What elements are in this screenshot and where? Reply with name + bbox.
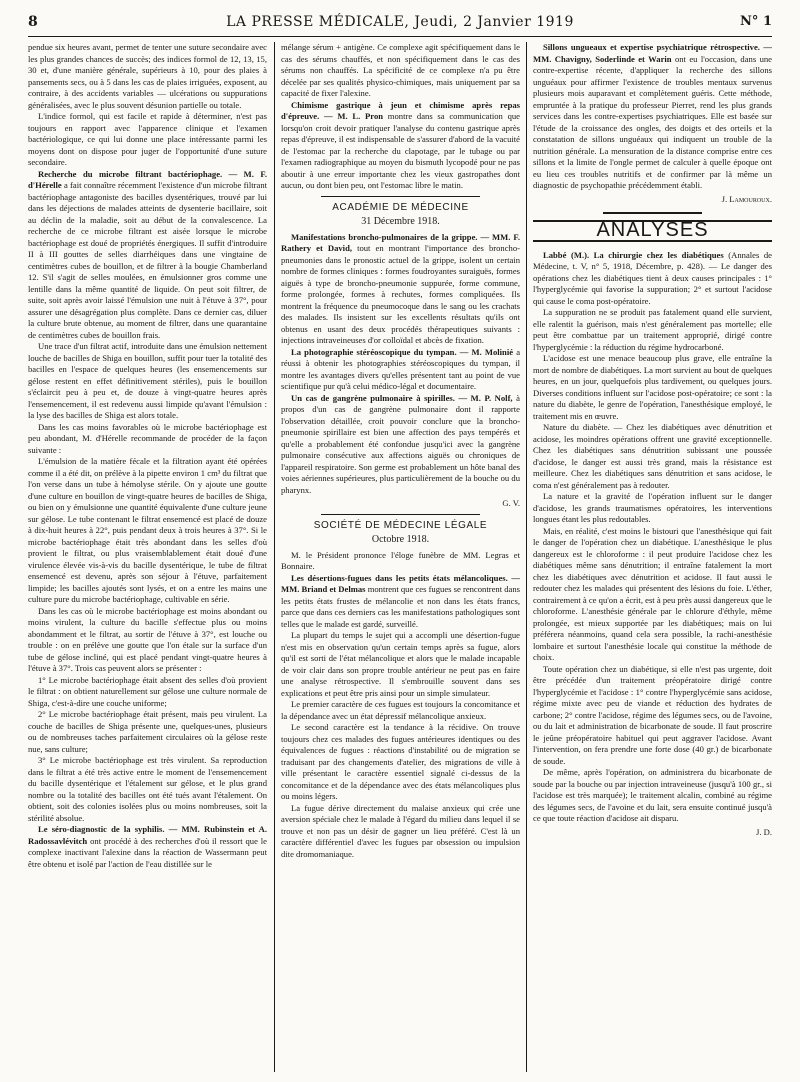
article-heading: Labbé (M.). La chirurgie chez les diabétiques [543,249,724,260]
paragraph: L'indice formol, qui est facile et rapide à déterminer, n'est pas toujours en rapport avec l'apparence clinique et l'examen bactériologique, ce qui lui donne une place intéressante parmi les moyens dont on dispose pour juger de l'opportunité d'une suture secondaire. [28,111,267,167]
paragraph: Une trace d'un filtrat actif, introduite dans une émulsion nettement louche de bacilles de Shiga en bouillon, suffit pour tuer la totalité des bacilles en l'espace de quelques heures (les ensemencements sur gélose restent en effet définitivement stériles), puis le bouillon s'éclaircit peu à peu et, de douze à vingt-quatre heures après l'ensemencement, il est redevenu aussi limpide qu'avant l'émulsion : la lyse des bacilles de Shiga est alors totale. [28,341,267,420]
article-text: a fait connaître récemment l'existence d'un microbe filtrant bactériophage antagoniste des bacilles dysentériques, trouvé par lui dans les déjections de malades atteints de dysenterie bacillaire, soit au déclin de la maladie, soit au début de la convalescence. La recherche de ce microbe filtrant est aisée lorsque le microbe bactériophage est doué de propriétés énergiques. Il suffit d'introduire II à III gouttes de selles diarrhéiques dans une vingtaine de centimètres cubes de bouillon, et de filtrer à la bougie Chamberland 12. S'il s'agit de selles moulées, en émulsionner gros comme une lentille dans la même quantité de liquide. On peut soit filtrer, de suite, soit après avoir laissé l'émulsion une nuit à l'étuve à 37°, pour assurer une désagrégation plus complète. Dans ce dernier cas, diluer la culture brute obtenue, au moment de filtrer, dans une quarantaine de centimètres cubes de bouillon frais. [28,180,267,340]
paragraph: L'émulsion de la matière fécale et la filtration ayant été opérées comme il a été dit, on prélève à la pipette environ 1 cm³ du filtrat que l'on verse dans un tube à hémolyse stérile. On y ajoute une goutte d'une culture en bouillon de vingt-quatre heures de bacilles de Shiga, ou bien on y émulsionne une quantité équivalente d'une culture jeune sur gélose. Le tube contenant le filtrat ensemencé est placé de douze à dix-huit heures à 22°, puis pendant deux à trois heures à 37°. Si le microbe bactériophage était très abondant dans les selles d'où provient le filtrat, ou plus vraisemblablement était doué d'une virulence élevée vis-à-vis du bacille dysentérique, le tube de filtrat ensemencé est devenu, après son séjour à l'étuve, parfaitement limpide; les bacilles ajoutés sont lysés, et on a entre les mains une culture pure du microbe bactériophage, cultivable en série. [28,456,267,604]
article-heading: Manifestations broncho-pulmonaires de la grippe. — MM. F. Rathery et David, [281,231,520,253]
paragraph: 3° Le microbe bactériophage est très virulent. Sa reproduction dans le filtrat a été très active entre le moment de l'ensemencement du bacille dysentérique et l'étalement sur gélose, et le plus grand nombre ou la totalité des bacilles ont été tués avant l'étalement. On obtient, soit des colonies isolées plus ou moins nombreuses, soit la stérilité absolue. [28,755,267,823]
article-heading: Recherche du microbe filtrant bactériophage. — M. F. d'Hérelle [28,168,267,190]
column-separator [274,42,275,1072]
paragraph: 2° Le microbe bactériophage était présent, mais peu virulent. La couche de bacilles de Shiga présente une, quelques-unes, plusieurs ou de nombreuses taches parfaitement circulaires où la gélose reste nue, sans culture; [28,709,267,754]
section-title-medecine-legale: SOCIÉTÉ DE MÉDECINE LÉGALE [313,519,488,531]
column-2 [281,42,520,1076]
paragraph: M. le Président prononce l'éloge funèbre de MM. Legras et Bonnaire. [281,549,520,571]
article-text: montrent que ces fugues se rencontrent dans les petits états frustes de mélancolie et non dans les états francs, parce que dans ces derniers cas les manifestations pathologiques sont telles que le malade est gardé, surveillé. [281,584,520,629]
paragraph: Le second caractère est la tendance à la récidive. On trouve toujours chez ces malades des fugues antérieures identiques ou des équivalences de fugues : réactions d'instabilité ou de migration se traduisant par des changements d'atelier, des migrations de ville à ville présentant le caractère essentiel signalé ci-dessus de la concomitance et de la dépendance avec des états mélancoliques plus ou moins légers. [281,722,520,801]
paragraph: La fugue dérive directement du malaise anxieux qui crée une aversion spéciale chez le malade à l'égard du milieu dans lequel il se trouve et non pas un désir de gagner un lieu préféré. C'est là un caractère différentiel d'avec les fugues par obsession ou impulsion dite dromomaniaque. [281,802,520,859]
paragraph: La nature et la gravité de l'opération influent sur le danger d'acidose, les grands traumatismes opératoires, les interventions longues étant les plus redoutables. [533,491,772,524]
section-rule [321,196,480,197]
page-header [28,12,772,36]
article-text: a réussi à obtenir les photographies stéréoscopiques du tympan, il montre les avantages divers qu'elles présentent tant au point de vue scientifique pur qu'à celui médico-légal et documentaire. [281,346,520,391]
paragraph: La plupart du temps le sujet qui a accompli une désertion-fugue n'est mis en observation qu'un certain temps après sa fugue, alors qu'il est sorti de l'état mélancolique et alors que le malade incapable de voir clair dans son propre trouble antérieur ne peut pas en faire une analyse rétrospective. Il s'embrouille souvent dans ses explications et peut être pris ainsi pour un simple simulateur. [281,630,520,698]
paragraph: mélange sérum + antigène. Ce complexe agit spécifiquement dans le cas des sérums chauffés, et non spécifiquement dans le cas des sérums non chauffés. La spécificité de ce complexe n'a pu être décelée par ses qualités physico-chimiques, mais uniquement par sa capacité de fixer l'alexine. [281,42,520,98]
analyses-banner: ANALYSES [533,220,772,242]
article-text: tout en montrant l'importance des broncho-pneumonies dans le pronostic actuel de la grippe, isolent un certain nombre de formes cliniques : formes foudroyantes suraiguës, formes aiguës à type de broncho-pneumonie suppurée, forme commune, forme prolongée, formes à rechutes, formes compliquées. Ils montrent la fréquence du pneumocoque dans le sang ou les crachats des malades. Ils insistent sur les excellents résultats qu'ils ont obtenus en usant des deux procédés thérapeutiques suivants : injections intraveineuses d'or colloïdal et abcès de fixation. [281,243,520,345]
masthead: LA PRESSE MÉDICALE, Jeudi, 2 Janvier 1919 [226,14,574,30]
paragraph: Le premier caractère de ces fugues est toujours la concomitance et la dépendance avec un état dépressif mélancolique anxieux. [281,699,520,721]
signature: J. Lamouroux. [721,193,772,204]
column-3 [533,42,772,1076]
paragraph: La suppuration ne se produit pas fatalement quand elle survient, elle ralentit la guérison, mais n'est généralement pas mortelle; elle peut être combattue par un traitement approprié, dirigé contre l'hyperglycémie : la réduction du régime hydrocarboné. [533,307,772,352]
section-rule [321,514,480,515]
article-heading: Un cas de gangrène pulmonaire à spirilles. — M. P. Nolf, [291,392,513,403]
article-heading: Le séro-diagnostic de la syphilis. — MM. Rubinstein et A. Radossavlévitch [28,824,267,846]
signature: G. V. [502,498,520,508]
article-text: ont procédé à des recherches d'où il ressort que le complexe inactivant l'alexine dans la réaction de Wassermann peut être obtenu et isolé par l'action de l'eau distillée sur le [28,835,267,869]
paragraph: 1° Le microbe bactériophage était absent des selles d'où provient le filtrat : on obtient naturellement sur gélose une culture normale de Shiga, c'est-à-dire une couche uniforme; [28,674,267,708]
article-text: à propos d'un cas de gangrène pulmonaire dont il rapporte l'observation détaillée, croit pouvoir conclure que la broncho-pneumonie spirillaire est bien une affection des pays tempérés et qu'elle a probablement été confondue jusqu'ici avec la gangrène pulmonaire consécutive aux affections aiguës ou chroniques de l'appareil respiratoire. Son germe est probablement un hôte banal des voies aériennes supérieures, plus particulièrement de la bouche ou du pharynx. [281,392,520,495]
column-separator [526,42,527,1072]
article-text: ont eu l'occasion, dans une contre-expertise récente, d'appliquer la recherche des sillons unguéaux pour affirmer l'existence de troubles mentaux survenus plusieurs mois auparavant et complètement guéris. Cette méthode, empruntée à la pratique du professeur Pierret, rend les plus grands services dans les contre-expertises psychiatriques. Elle est basée sur l'étude de la croissance des ongles, des doigts et des orteils et la constatation de sillons unguéaux qui indiquent un trouble de la nutrition générale. La mensuration de la distance comprise entre ces sillons et la limite de l'ongle permet de calculer à quelle époque ont eu lieu ces troubles nutritifs et de confirmer par là même un diagnostic de psychopathie précédemment établi. [533,53,772,190]
article-heading: La photographie stéréoscopique du tympan. — M. Molinié [291,346,514,357]
paragraph: L'acidose est une menace beaucoup plus grave, elle entraîne la mort de nombre de diabétiques. La mort survient au bout de quelques heures, en un jour, quelquefois plus tardivement, ou quelques jours. Diverses conditions influent sur l'acidose post-opératoire; ce sont : la nature du diabète, le genre de l'opération, l'anesthésique employé, le traitement mis en œuvre. [533,353,772,421]
paragraph: Nature du diabète. — Chez les diabétiques avec dénutrition et acidose, les moindres opérations offrent une gravité exceptionnelle. Chez les diabétiques sans dénutrition subissant une poussée d'acidose, le danger est aussi très grand, mais la résistance est meilleure. Chez les diabétiques sans dénutrition et sans acidose, le coma n'est généralement pas à redouter. [533,422,772,490]
section-date: 31 Décembre 1918. [361,216,440,227]
paragraph: Mais, en réalité, c'est moins le bistouri que l'anesthésique qui fait le danger de l'opération chez un diabétique. L'anesthésique le plus dangereux est le chloroforme : il peut produire l'acidose chez les diabétiques même sans dénutrition; il entraîne fatalement la mort chez les diabétiques avec dénutrition et acidose. Il faut aussi le redouter chez les malades qui présentent des lésions du foie. L'éther, contrairement à ce qu'on a écrit, est à peu près aussi dangereux que le chloroforme. L'anesthésie générale par le chlorure d'éthyle, même prolongée, est mieux supportée par les diabétiques; mais on lui préférera néanmoins, quand cela sera possible, la rachi-anesthésie lombaire et surtout l'anesthésie locale qui constitue la méthode de choix. [533,525,772,662]
article-text: (Annales de Médecine, t. V, n° 5, 1918, Décembre, p. 428). — Le danger des opérations chez les diabétiques tient à deux causes principales : 1° l'hyperglycémie qui favorise la suppuration; 2° et surtout l'acidose qui cause le coma post-opératoire. [533,249,772,306]
article-heading: Chimisme gastrique à jeun et chimisme après repas d'épreuve. — M. L. Pron [281,99,520,121]
article-heading: Sillons ungueaux et expertise psychiatrique rétrospective. — MM. Chavigny, Soderlinde et Warin [533,42,772,64]
section-date: Octobre 1918. [371,534,430,545]
signature: J. D. [756,826,772,837]
header-rule [28,36,772,37]
article-text: montre dans sa communication que lorsqu'on croit devoir pratiquer l'analyse du contenu gastrique après repas d'épreuve, il est indispensable de s'assurer d'abord de la vacuité de l'estomac par la recherche du clapotage, par le tubage ou par l'examen radiographique au moyen du bismuth lycopodé pour ne pas aboutir à une erreur importante chez les vieux gastropathes dont aucun, ou dont bien peu, ont l'estomac libre le matin. [281,111,520,190]
section-rule [603,212,702,214]
article-heading: Les désertions-fugues dans les petits états mélancoliques. — MM. Briand et Delmas [281,572,520,594]
section-title-academie: ACADÉMIE DE MÉDECINE [332,201,469,213]
page-number: 8 [28,14,38,30]
issue-number: N° 1 [740,14,772,29]
paragraph: De même, après l'opération, on administrera du bicarbonate de soude par la bouche ou par injection intraveineuse (jusqu'à 100 gr., si l'acidose est très marquée); le traitement alcalin, combiné au régime des légumes secs, de l'avoine et du lait, sera ensuite continué jusqu'à ce que toute réaction d'acidose ait disparu. [533,767,772,823]
paragraph: pendue six heures avant, permet de tenter une suture secondaire avec les plus grandes chances de succès; des indices formol de 12, 13, 15, 30 et, d'une manière générale, supérieurs à 10, pour des plaies à pansements secs, ou à 5 dans les cas de plaies irriguées, exposent, au contraire, à des accidents variables — ulcérations ou suppurations généralisées, avec le plus souvent désunion partielle ou totale. [28,42,267,110]
paragraph: Toute opération chez un diabétique, si elle n'est pas urgente, doit être précédée d'un traitement préopératoire dirigé contre l'hyperglycémie et l'acidose : 1° contre l'hyperglycémie sans acidose, régime mixte avec peu de viande et réduction des hydrates de carbone; 2° contre l'acidose, régime des légumes secs, ou de l'avoine, ou du lait et administration de bicarbonate de soude. Il faut proscrire le jeûne préopératoire habituel qui peut aggraver l'acidose. Avant l'intervention, on fera prendre une forte dose (40 gr.) de bicarbonate de soude. [533,663,772,766]
column-1 [28,42,267,1076]
paragraph: Dans les cas où le microbe bactériophage est moins abondant ou moins virulent, la culture du bacille s'effectue plus ou moins abondamment et le filtrat, au sortir de l'étuve à 37°, est louche ou trouble : on en prélève une goutte que l'on étale sur la surface d'un tube de gélose incliné, qui est placé pendant vingt-quatre heures à l'étuve à 37°. Trois cas peuvent alors se présenter : [28,605,267,673]
paragraph: Dans les cas moins favorables où le microbe bactériophage est peu abondant, M. d'Hérelle recommande de procéder de la façon suivante : [28,421,267,455]
